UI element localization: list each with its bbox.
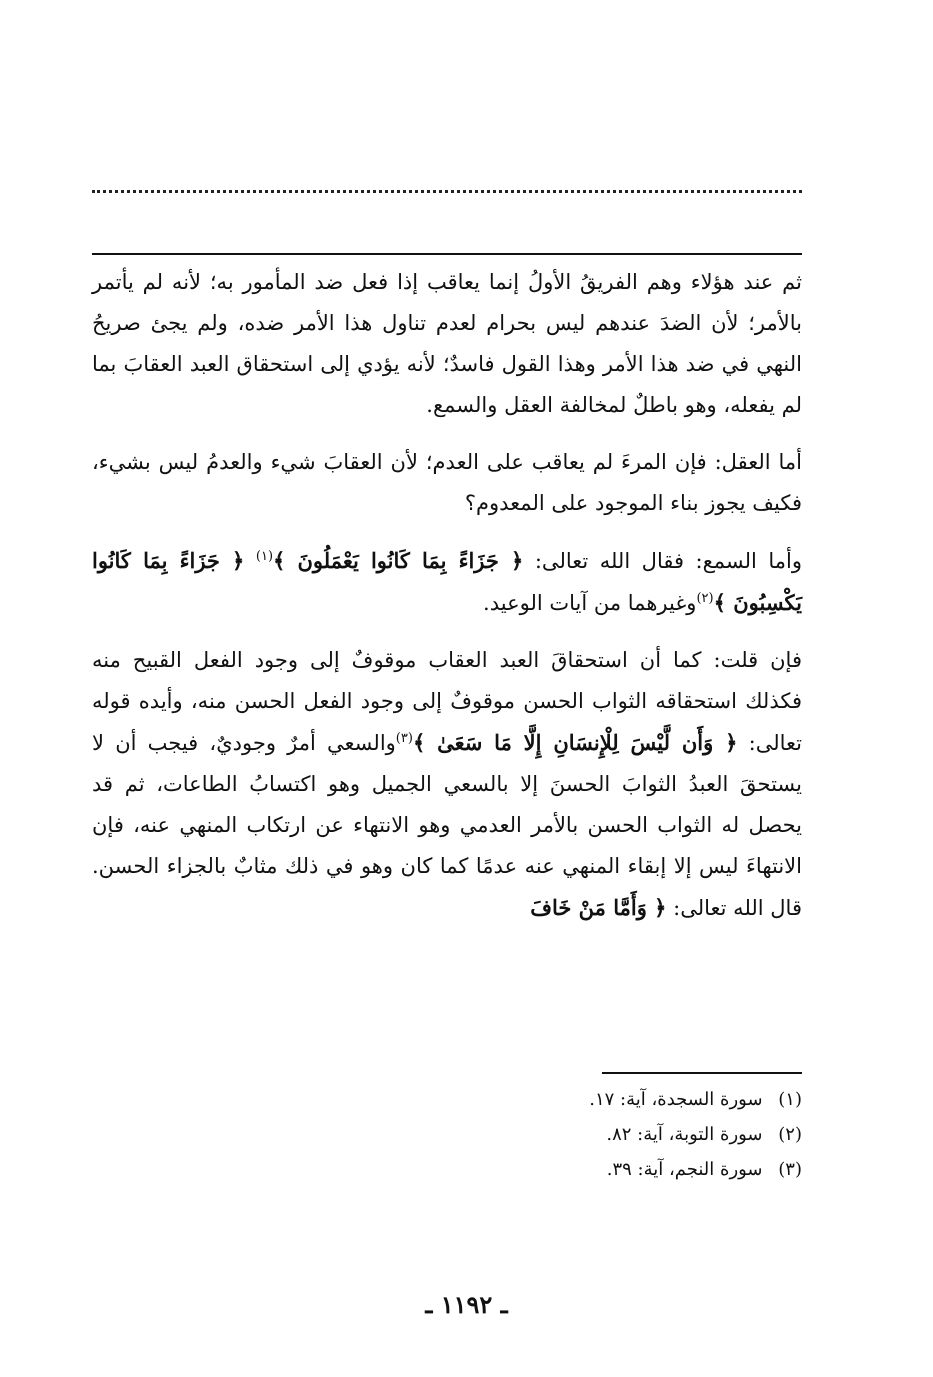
footnote-item [92,1082,802,1117]
footnote-item [92,1117,802,1152]
paragraph-4 [92,640,802,929]
paragraph-3-tail: وغيرهما من آيات الوعيد. [483,591,697,615]
paragraph-4-lead: فإن قلت: كما أن استحقاقَ العبد العقاب موقوفٌ إلى وجود الفعل القبيح منه فكذلك استحقاقه الثواب الحسن موقوفٌ إلى وجود الفعل الحسن منه، وأيده قوله تعالى: [92,648,802,755]
footnote-text: سورة النجم، آية: ٣٩. [606,1159,763,1180]
quran-quote: ﴿ وَأَن لَّيْسَ لِلْإِنسَانِ إِلَّا مَا سَعَىٰ ﴾ [412,730,738,755]
paragraph-2: أما العقل: فإن المرءَ لم يعاقب على العدم؛ لأن العقابَ شيء والعدمُ ليس بشيء، فكيف يجوز بناء الموجود على المعدوم؟ [92,450,802,515]
quran-quote: ﴿ جَزَاءً بِمَا كَانُوا يَكْسِبُونَ ﴾ [92,548,802,615]
footnote-number: (٢) [778,1124,802,1145]
header-rule [92,253,802,255]
dotted-separator [92,190,802,193]
footnote-ref: (٣) [395,731,413,746]
quran-quote: ﴿ جَزَاءً بِمَا كَانُوا يَعْمَلُونَ ﴾ [273,548,524,573]
page-number: ـ ١١٩٢ ـ [425,1290,508,1319]
footnote-text: سورة التوبة، آية: ٨٢. [606,1124,763,1145]
paragraph-3-lead: وأما السمع: فقال الله تعالى: [534,549,803,573]
footnote-ref: (٢) [696,591,714,606]
footnote-text: سورة السجدة، آية: ١٧. [589,1089,763,1110]
footnote-rule [602,1072,802,1074]
main-text [92,262,802,945]
paragraph-1: ثم عند هؤلاء وهم الفريقُ الأولُ إنما يعاقب إذا فعل ضد المأمور به؛ لأنه لم يأتمر بالأمر؛ لأن الضدَ عندهم ليس بحرام لعدم تناول هذا الأمر ضده، ولم يجئ صريحُ النهي في ضد هذا الأمر وهذا القول فاسدٌ؛ لأنه يؤدي إلى استحقاق العبد العقابَ بما لم يفعله، وهو باطلٌ لمخالفة العقل والسمع. [92,270,802,417]
quran-quote: ﴿ وَأَمَّا مَنْ خَافَ [530,895,667,920]
footnotes [92,1082,802,1187]
paragraph-4-middle: والسعي أمرٌ وجوديٌ، فيجب أن لا يستحقَ العبدُ الثوابَ الحسنَ إلا بالسعي الجميل وهو اكتسابُ الطاعات، ثم قد يحصل له الثواب الحسن بالأمر العدمي وهو الانتهاء عن ارتكاب المنهي عنه، فإن الانتهاءَ ليس إلا إبقاء المنهي عنه عدمًا كما كان وهو في ذلك مثابٌ بالجزاء الحسن. قال الله تعالى: [92,731,802,920]
footnote-item [92,1152,802,1187]
paragraph-3 [92,540,802,624]
footnote-ref: (١) [255,549,274,564]
footnote-number: (٣) [778,1159,802,1180]
footnote-number: (١) [778,1089,802,1110]
